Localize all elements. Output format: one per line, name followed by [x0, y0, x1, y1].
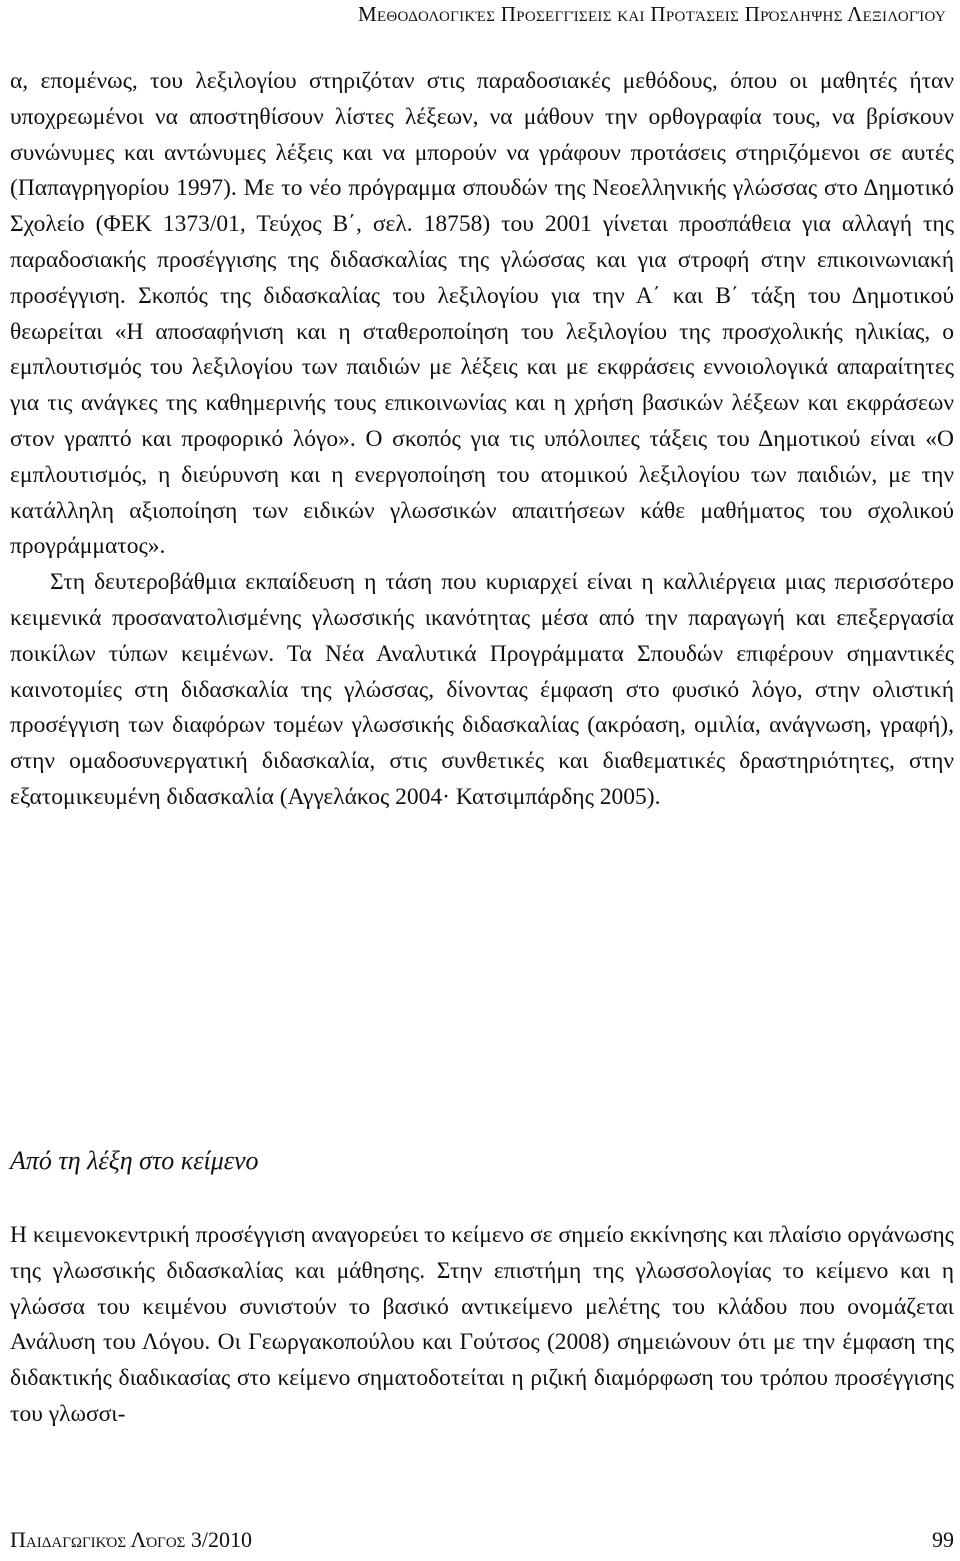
section-text [10, 1218, 954, 1433]
main-text [10, 64, 954, 816]
page-number: 99 [932, 1527, 954, 1552]
secondary-education-paragraph: Στη δευτεροβάθμια εκπαίδευση η τάση που κυριαρχεί είναι η καλλιέργεια μιας περισσότερο κειμενικά προσανατολισμένης γλωσσικής ικανότητας μέσα από την παραγωγή και επεξεργασία ποικίλων τύπων κειμένων. Τα Νέα Αναλυτικά Προγράμματα Σπουδών επιφέρουν σημαντικές καινοτομίες στη διδασκαλία της γλώσσας, δίνοντας έμφαση στο φυσικό λόγο, στην ολιστική προσέγγιση των διαφόρων τομέων γλωσσικής διδασκαλίας (ακρόαση, ομιλία, ανάγνωση, γραφή), στην ομαδοσυνεργατική διδασκαλία, στις συνθετικές και διαθεματικές δραστηριότητες, στην εξατομικευμένη διδασκαλία (Αγγελάκος 2004· Κατσιμπάρδης 2005). [10, 569, 954, 810]
journal-issue: Παιδαγωγικός Λόγος 3/2010 [10, 1527, 252, 1552]
running-header: Μεθοδολογικές Προσεγγίσεις και Προτάσεις Πρόσληψης Λεξιλογίου [357, 2, 946, 26]
section-heading: Από τη λέξη στο κείμενο [10, 1146, 259, 1175]
continuation-paragraph: α, επομένως, του λεξιλογίου στηριζόταν στις παραδοσιακές μεθόδους, όπου οι μαθητές ήταν υποχρεωμένοι να αποστηθίσουν λίστες λέξεων, να μάθουν την ορθογραφία τους, να βρίσκουν συνώνυμες και αντώνυμες λέξεις και να μπορούν να γράφουν προτάσεις στηριζόμενοι σε αυτές (Παπαγρηγορίου 1997). Με το νέο πρόγραμμα σπουδών της Νεοελληνικής γλώσσας στο Δημοτικό Σχολείο (ΦΕΚ 1373/01, Τεύχος Β΄, σελ. 18758) του 2001 γίνεται προσπάθεια για αλλαγή της παραδοσιακής προσέγγισης της διδασκαλίας της γλώσσας και για στροφή στην επικοινωνιακή προσέγγιση. Σκοπός της διδασκαλίας του λεξιλογίου για την Α΄ και Β΄ τάξη του Δημοτικού θεωρείται «Η αποσαφήνιση και η σταθεροποίηση του λεξιλογίου της προσχολικής ηλικίας, ο εμπλουτισμός του λεξιλογίου των παιδιών με λέξεις και με εκφράσεις εννοιολογικά απαραίτητες για τις ανάγκες της καθημερινής τους επικοινωνίας και η χρήση βασικών λέξεων και εκφράσεων στον γραπτό και προφορικό λόγο». Ο σκοπός για τις υπόλοιπες τάξεις του Δημοτικού είναι «Ο εμπλουτισμός, η διεύρυνση και η ενεργοποίηση του ατομικού λεξιλογίου των παιδιών, με την κατάλληλη αξιοποίηση των ειδικών γλωσσικών απαιτήσεων κάθε μαθήματος του σχολικού προγράμματος». [10, 68, 954, 560]
running-footer [10, 1527, 954, 1553]
section-paragraph: Η κειμενοκεντρική προσέγγιση αναγορεύει το κείμενο σε σημείο εκκίνησης και πλαίσιο οργάνωσης της γλωσσικής διδασκαλίας και μάθησης. Στην επιστήμη της γλωσσολογίας το κείμενο και η γλώσσα του κειμένου συνιστούν το βασικό αντικείμενο μελέτης του κλάδου που ονομάζεται Ανάλυση του Λόγου. Οι Γεωργακοπούλου και Γούτσος (2008) σημειώνουν ότι με την έμφαση της διδακτικής διαδικασίας στο κείμενο σηματοδοτείται η ριζική διαμόρφωση του τρόπου προσέγγισης του γλωσσι- [10, 1222, 954, 1427]
